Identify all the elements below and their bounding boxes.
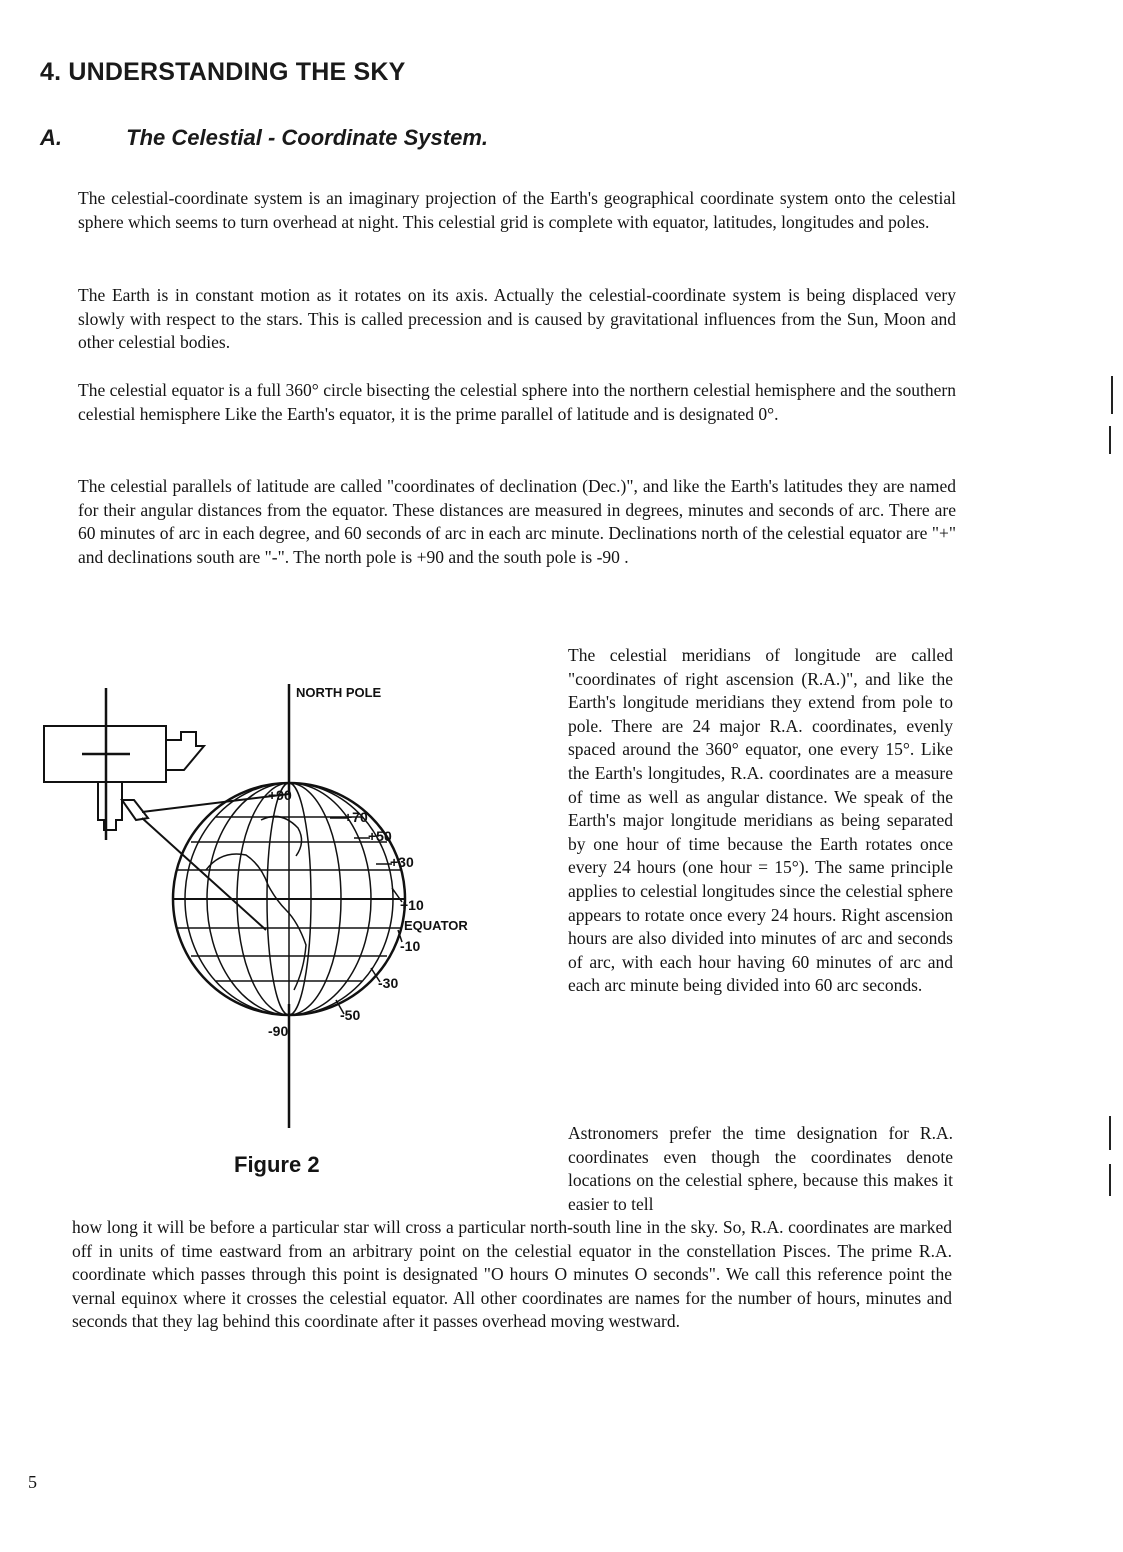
subsection-letter: A. [40,125,62,150]
equator-label: EQUATOR [404,918,468,933]
paragraph-time-designation: Astronomers prefer the time designation for R.A. coordinates even though the coordinates denote locations on the celestial sphere, because this makes it easier to tell [568,1123,953,1214]
paragraph-precession: The Earth is in constant motion as it rotates on its axis. Actually the celestial-coordinate system is being displaced very slowly with respect to the stars. This is called precession and is caused by gravitational influences from the Sun, Moon and other celestial bodies. [78,285,956,352]
subsection-heading [40,125,488,151]
label-plus-90: +90 [268,787,292,803]
label-plus-10: +10 [400,897,424,913]
north-pole-label: NORTH POLE [296,685,382,700]
section-heading: 4. UNDERSTANDING THE SKY [40,58,406,86]
label-plus-30: +30 [390,854,414,870]
label-plus-70: +70 [344,809,368,825]
label-minus-50: -50 [340,1007,361,1023]
margin-scan-marks [1100,370,1120,510]
paragraph-declination: The celestial parallels of latitude are called "coordinates of declination (Dec.)", and like the Earth's latitudes they are named for their angular distances from the equator. These distances are measured in degrees, minutes and seconds of arc. There are 60 minutes of arc in each degree, and 60 seconds of arc in each arc minute. Declinations north of the celestial equator are "+" and declinations south are "-". The north pole is +90 and the south pole is -90 . [78,476,956,567]
label-plus-50: +50 [368,828,392,844]
globe-icon [173,783,405,1015]
telescope-icon [44,688,289,930]
paragraph-right-ascension: The celestial meridians of longitude are called "coordinates of right ascension (R.A.)", and like the Earth's longitude meridians they extend from pole to pole. There are 24 major R.A. coordinates, evenly spaced around the 360° equator, one every 15°. Like the Earth's longitudes, R.A. coordinates are a measure of time as well as angular distance. We speak of the Earth's major longitude meridians as being separated by one hour of time because the Earth rotates once every 24 hours (one hour = 15°). The same principle applies to celestial longitudes since the celestial sphere appears to rotate once every 24 hours. Right ascension hours are also divided into minutes of arc and seconds of arc, with each hour having 60 minutes of arc and each arc minute being divided into 60 arc seconds. [568,645,953,996]
subsection-title: The Celestial - Coordinate System. [126,125,488,150]
label-minus-10: -10 [400,938,421,954]
paragraph-equator: The celestial equator is a full 360° circle bisecting the celestial sphere into the northern celestial hemisphere and the southern celestial hemisphere Like the Earth's equator, it is the prime parallel of latitude and is designated 0°. [78,380,956,424]
label-minus-30: -30 [378,975,399,991]
page-number: 5 [28,1472,37,1492]
celestial-sphere-diagram [36,670,506,1140]
margin-scan-marks-lower [1100,1110,1120,1210]
figure-caption: Figure 2 [234,1152,320,1177]
label-minus-90: -90 [268,1023,289,1039]
paragraph-intro: The celestial-coordinate system is an imaginary projection of the Earth's geographical coordinate system onto the celestial sphere which seems to turn overhead at night. This celestial grid is complete with equator, latitudes, longitudes and poles. [78,188,956,232]
paragraph-vernal-equinox: how long it will be before a particular star will cross a particular north-south line in the sky. So, R.A. coordinates are marked off in units of time eastward from an arbitrary point on the celestial equator in the constellation Pisces. The prime R.A. coordinate which passes through this point is designated "O hours O minutes O seconds". We call this reference point the vernal equinox where it crosses the celestial equator. All other coordinates are names for the number of hours, minutes and seconds that they lag behind this coordinate after it passes overhead moving westward. [72,1217,952,1332]
